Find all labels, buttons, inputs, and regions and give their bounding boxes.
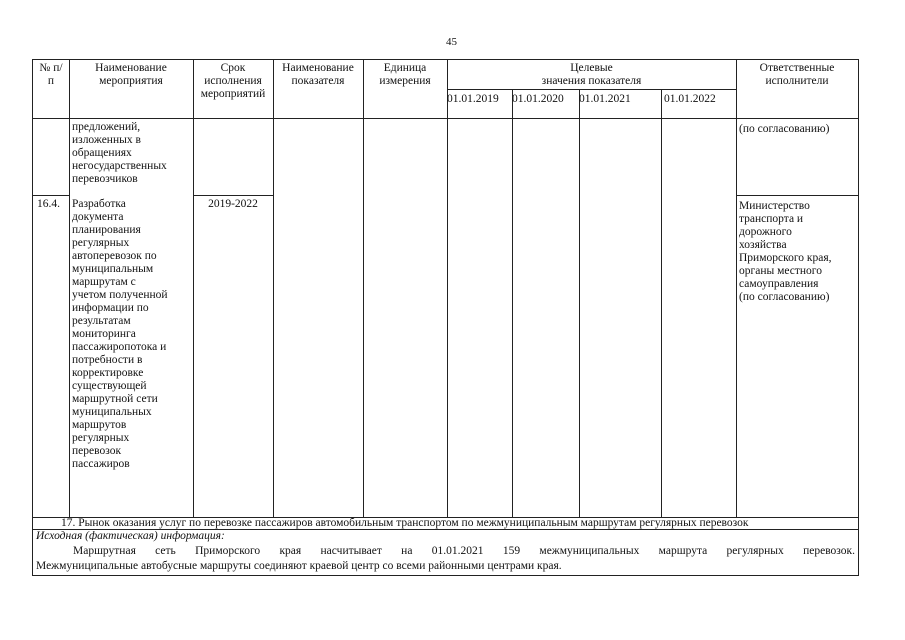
row-event: предложений, изложенных в обращениях негосударственных перевозчиков (72, 121, 167, 185)
header-year: 01.01.2021 (579, 93, 631, 105)
row-divider (193, 195, 273, 196)
col-divider (273, 60, 274, 517)
col-divider (447, 60, 448, 517)
header-responsible: Ответственные исполнители (759, 62, 835, 87)
header-unit: Единица измерения (379, 62, 431, 87)
header-year: 01.01.2020 (512, 93, 564, 105)
header-event: Наименование мероприятия (95, 62, 167, 87)
col-divider (579, 89, 580, 517)
header-indicator: Наименование показателя (282, 62, 354, 87)
header-deadline: Срок исполнения мероприятий (200, 62, 266, 100)
col-divider (661, 89, 662, 517)
col-divider (363, 60, 364, 517)
header-num: № п/ п (39, 62, 63, 87)
section-paragraph-line2: Межмуниципальные автобусные маршруты соединяют краевой центр со всеми районными центрами края. (36, 560, 562, 572)
row-num: 16.4. (37, 198, 60, 210)
page-number: 45 (446, 36, 457, 48)
row-responsible: Министерство транспорта и дорожного хозяйства Приморского края, органы местного самоуправления (по согласованию) (739, 200, 832, 303)
row-divider (33, 195, 69, 196)
header-year: 01.01.2022 (664, 93, 716, 105)
row-responsible: (по согласованию) (739, 123, 830, 135)
header-target: Целевые значения показателя (541, 62, 642, 87)
row-divider (736, 195, 858, 196)
plan-table (32, 59, 859, 576)
header-year: 01.01.2019 (447, 93, 499, 105)
row-deadline: 2019-2022 (208, 198, 258, 210)
row-divider (447, 89, 736, 90)
col-divider (736, 60, 737, 517)
section-paragraph-line1: Маршрутная сеть Приморского края насчитывает на 01.01.2021 159 межмуниципальных маршрута регулярных перевозок. (73, 545, 855, 557)
row-event: Разработка документа планирования регулярных автоперевозок по муниципальным маршрутам с учетом полученной информации по результатам мониторинга пассажиропотока и потребности в корректировке существующей маршрутной сети муниципальных маршрутов регулярных перевозок пассажиров (72, 198, 168, 470)
col-divider (193, 60, 194, 517)
section-info-label: Исходная (фактическая) информация: (36, 530, 225, 542)
row-divider (33, 118, 858, 119)
col-divider (69, 60, 70, 517)
section-title: 17. Рынок оказания услуг по перевозке пассажиров автомобильным транспортом по межмуниципальным маршрутам регулярных перевозок (61, 517, 749, 529)
col-divider (512, 89, 513, 517)
